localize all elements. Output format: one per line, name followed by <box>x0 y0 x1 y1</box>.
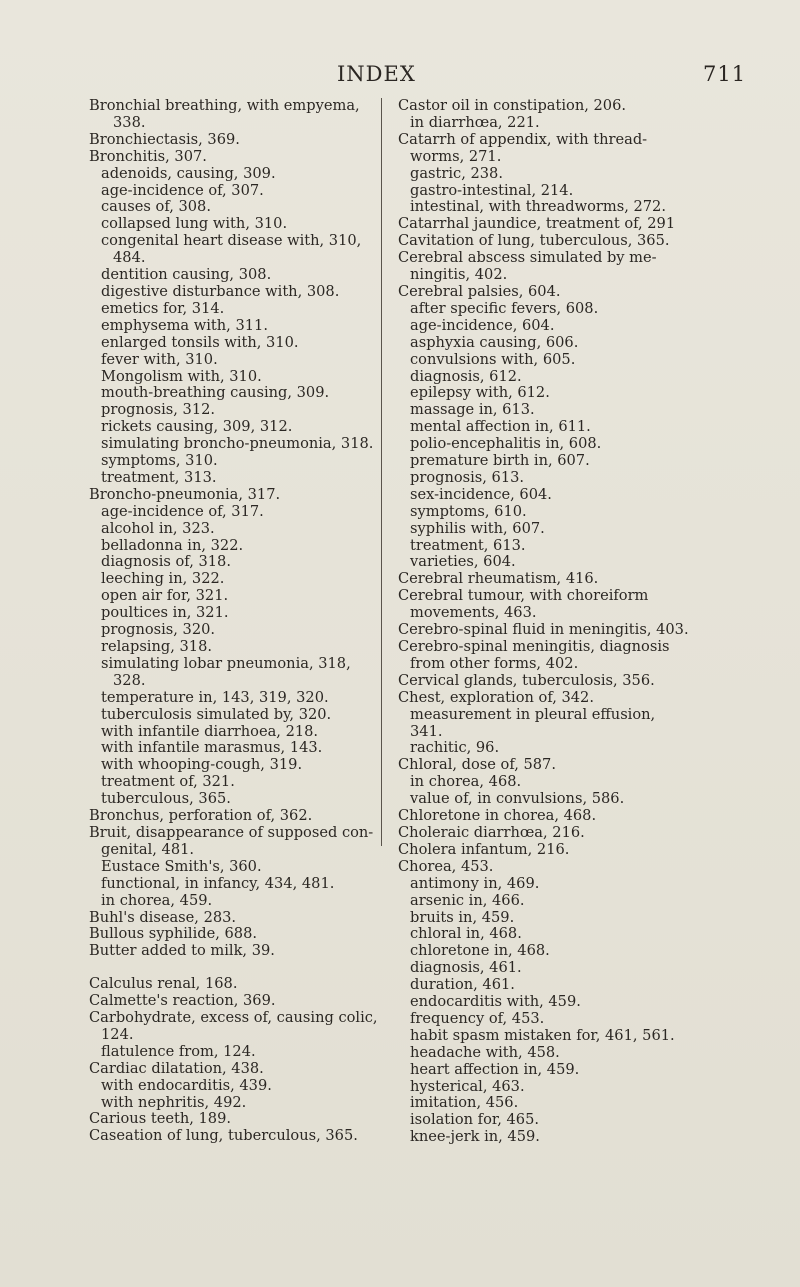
index-entry: Cerebral abscess simulated by me- <box>398 249 657 267</box>
index-subentry: open air for, 321. <box>101 587 229 605</box>
index-subentry: polio-encephalitis in, 608. <box>410 435 602 453</box>
index-subentry: leeching in, 322. <box>101 570 225 588</box>
index-subentry: from other forms, 402. <box>410 654 579 672</box>
index-subentry: 341. <box>410 722 443 740</box>
index-subentry: gastro-intestinal, 214. <box>410 181 574 199</box>
index-entry: Chorea, 453. <box>398 857 494 875</box>
index-entry: Cervical glands, tuberculosis, 356. <box>398 671 655 689</box>
index-subentry: relapsing, 318. <box>101 638 212 655</box>
index-subentry: tuberculosis simulated by, 320. <box>101 705 332 723</box>
index-entry: Cavitation of lung, tuberculous, 365. <box>398 232 670 250</box>
index-subentry: genital, 481. <box>101 840 195 858</box>
index-subentry: massage in, 613. <box>410 401 535 419</box>
index-subentry: value of, in convulsions, 586. <box>410 790 625 808</box>
index-entry: Carious teeth, 189. <box>89 1110 231 1128</box>
index-subentry: endocarditis with, 459. <box>410 993 581 1011</box>
index-subentry: in chorea, 459. <box>101 891 213 909</box>
index-entry: Cardiac dilatation, 438. <box>89 1059 264 1077</box>
page-number: 711 <box>703 62 747 86</box>
index-subentry: enlarged tonsils with, 310. <box>101 333 299 351</box>
index-subentry: congenital heart disease with, 310, <box>101 232 362 250</box>
index-subentry: ningitis, 402. <box>410 266 508 284</box>
index-subentry: heart affection in, 459. <box>410 1060 580 1078</box>
index-subentry: frequency of, 453. <box>410 1009 545 1027</box>
index-entry: Cholera infantum, 216. <box>398 840 570 858</box>
index-subentry: dentition causing, 308. <box>101 266 272 284</box>
index-entry: Buhl's disease, 283. <box>89 908 237 926</box>
running-title: INDEX <box>337 62 416 86</box>
index-subentry: after specific fevers, 608. <box>410 299 599 317</box>
index-entry: Castor oil in constipation, 206. <box>398 97 626 114</box>
index-subentry: asphyxia causing, 606. <box>410 333 579 351</box>
index-subentry: treatment, 313. <box>101 468 217 486</box>
index-entry: Cerebro-spinal meningitis, diagnosis <box>398 638 670 655</box>
index-subentry: imitation, 456. <box>410 1094 519 1112</box>
index-subentry: age-incidence of, 317. <box>101 502 264 520</box>
index-entry: Catarrhal jaundice, treatment of, 291 <box>398 215 676 233</box>
index-subentry: collapsed lung with, 310. <box>101 215 288 233</box>
index-subentry: Mongolism with, 310. <box>101 367 262 385</box>
index-subentry: fever with, 310. <box>101 350 218 368</box>
index-subentry: mouth-breathing causing, 309. <box>101 384 330 402</box>
index-subentry: rachitic, 96. <box>410 739 500 757</box>
index-subentry: habit spasm mistaken for, 461, 561. <box>410 1026 675 1044</box>
index-entry: Bronchial breathing, with empyema, <box>89 97 360 114</box>
index-subentry: in chorea, 468. <box>410 773 522 791</box>
index-entry: Carbohydrate, excess of, causing colic, <box>89 1009 378 1027</box>
index-subentry: with nephritis, 492. <box>101 1093 247 1111</box>
index-subentry: simulating broncho-pneumonia, 318. <box>101 435 374 453</box>
index-subentry: treatment, 613. <box>410 536 526 554</box>
column-divider <box>381 98 382 846</box>
index-subentry: duration, 461. <box>410 976 515 994</box>
index-subentry: 484. <box>113 249 146 267</box>
index-subentry: bruits in, 459. <box>410 908 515 926</box>
index-entry: Chloral, dose of, 587. <box>398 756 556 774</box>
index-entry: Bruit, disappearance of supposed con- <box>89 823 374 841</box>
index-subentry: in diarrhœa, 221. <box>410 113 540 131</box>
index-subentry: chloretone in, 468. <box>410 942 550 960</box>
index-subentry: chloral in, 468. <box>410 925 522 943</box>
index-entry: Calmette's reaction, 369. <box>89 992 276 1010</box>
index-entry: Calculus renal, 168. <box>89 975 238 993</box>
index-subentry: isolation for, 465. <box>410 1111 539 1129</box>
index-subentry: symptoms, 310. <box>101 452 218 470</box>
index-entry: Broncho-pneumonia, 317. <box>89 485 281 503</box>
index-entry: Bullous syphilide, 688. <box>89 925 257 943</box>
index-subentry: headache with, 458. <box>410 1043 560 1061</box>
index-subentry: treatment of, 321. <box>101 773 235 791</box>
index-subentry: with endocarditis, 439. <box>101 1076 272 1094</box>
section-gap <box>89 960 369 976</box>
index-entry: Bronchitis, 307. <box>89 147 207 165</box>
index-subentry: flatulence from, 124. <box>101 1042 256 1060</box>
index-subentry: 328. <box>113 671 146 689</box>
index-subentry: emphysema with, 311. <box>101 316 268 334</box>
index-subentry: prognosis, 613. <box>410 468 525 486</box>
index-subentry: prognosis, 320. <box>101 621 216 639</box>
index-subentry: adenoids, causing, 309. <box>101 164 276 182</box>
index-subentry: diagnosis, 612. <box>410 367 522 385</box>
index-subentry: alcohol in, 323. <box>101 519 215 537</box>
index-subentry: measurement in pleural effusion, <box>410 705 656 723</box>
index-subentry: worms, 271. <box>410 147 502 165</box>
index-subentry: simulating lobar pneumonia, 318, <box>101 654 351 672</box>
index-subentry: diagnosis of, 318. <box>101 553 231 571</box>
index-subentry: hysterical, 463. <box>410 1077 525 1095</box>
index-subentry: age-incidence of, 307. <box>101 181 264 199</box>
index-subentry: functional, in infancy, 434, 481. <box>101 874 335 892</box>
index-subentry: sex-incidence, 604. <box>410 485 552 503</box>
index-entry: Chest, exploration of, 342. <box>398 688 594 706</box>
index-subentry: varieties, 604. <box>410 553 516 571</box>
index-entry: Cerebral palsies, 604. <box>398 282 561 300</box>
index-subentry: gastric, 238. <box>410 164 503 182</box>
index-entry: Cerebro-spinal fluid in meningitis, 403. <box>398 621 689 639</box>
index-subentry: with infantile diarrhoea, 218. <box>101 722 319 740</box>
index-subentry: 338. <box>113 113 146 131</box>
index-column-left <box>89 97 378 1145</box>
index-subentry: premature birth in, 607. <box>410 452 590 470</box>
index-subentry: epilepsy with, 612. <box>410 384 550 402</box>
index-entry: Choleraic diarrhœa, 216. <box>398 823 585 841</box>
index-entry: Catarrh of appendix, with thread- <box>398 130 648 148</box>
index-subentry: tuberculous, 365. <box>101 790 231 808</box>
index-column-right <box>398 98 698 1146</box>
index-subentry: poultices in, 321. <box>101 604 229 622</box>
index-subentry: with infantile marasmus, 143. <box>101 739 323 757</box>
index-subentry: diagnosis, 461. <box>410 959 522 977</box>
index-subentry: belladonna in, 322. <box>101 536 244 554</box>
index-subentry: Eustace Smith's, 360. <box>101 857 262 875</box>
index-subentry: intestinal, with threadworms, 272. <box>410 198 666 216</box>
index-entry: Bronchiectasis, 369. <box>89 130 240 148</box>
index-subentry: convulsions with, 605. <box>410 350 576 368</box>
index-entry: Butter added to milk, 39. <box>89 942 275 960</box>
index-subentry: temperature in, 143, 319, 320. <box>101 688 329 706</box>
index-entry: Caseation of lung, tuberculous, 365. <box>89 1127 358 1145</box>
running-head <box>0 62 800 92</box>
index-subentry: mental affection in, 611. <box>410 418 591 436</box>
index-subentry: prognosis, 312. <box>101 401 216 419</box>
index-subentry: digestive disturbance with, 308. <box>101 282 340 300</box>
index-subentry: with whooping-cough, 319. <box>101 756 303 774</box>
index-subentry: knee-jerk in, 459. <box>410 1128 540 1146</box>
index-subentry: movements, 463. <box>410 604 537 622</box>
index-subentry: symptoms, 610. <box>410 502 527 520</box>
index-subentry: emetics for, 314. <box>101 299 225 317</box>
index-subentry: arsenic in, 466. <box>410 891 525 909</box>
index-entry: Cerebral tumour, with choreiform <box>398 587 649 605</box>
index-subentry: antimony in, 469. <box>410 874 540 892</box>
index-subentry: age-incidence, 604. <box>410 316 555 334</box>
index-subentry: syphilis with, 607. <box>410 519 545 537</box>
index-entry: Chloretone in chorea, 468. <box>398 807 597 825</box>
index-entry: Bronchus, perforation of, 362. <box>89 807 313 825</box>
index-subentry: rickets causing, 309, 312. <box>101 418 293 436</box>
index-subentry: 124. <box>101 1025 134 1043</box>
index-subentry: causes of, 308. <box>101 198 211 216</box>
index-entry: Cerebral rheumatism, 416. <box>398 570 599 588</box>
